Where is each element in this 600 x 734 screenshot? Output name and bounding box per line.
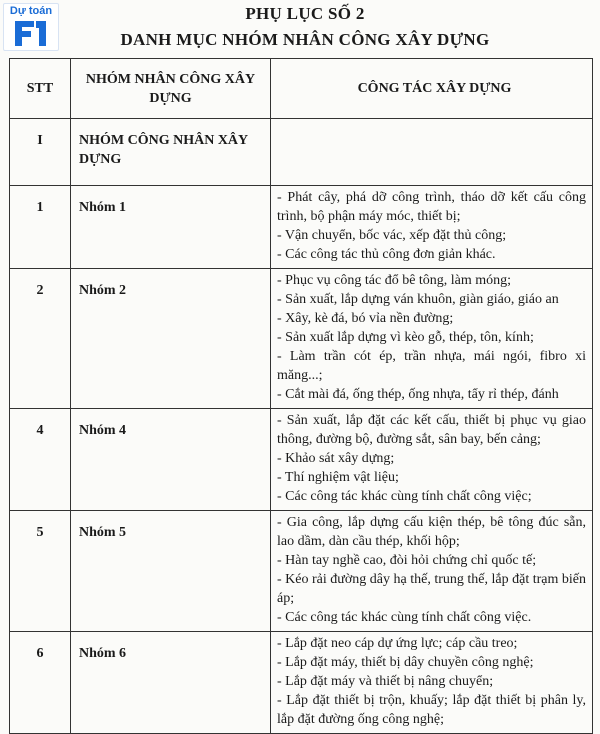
table-row [10,186,593,269]
work-item: - Xây, kè đá, bó vỉa nền đường; [277,311,454,326]
table-row [10,632,593,734]
work-item: - Vận chuyển, bốc vác, xếp đặt thủ công; [277,228,507,243]
logo-text: Dự toán [9,5,53,17]
row-stt: I [10,119,71,186]
work-item: - Thí nghiệm vật liệu; [277,470,399,485]
work-item: - Các công tác thủ công đơn giản khác. [277,247,496,262]
work-item: - Các công tác khác cùng tính chất công việc; [277,489,532,504]
work-item: - Sản xuất, lắp đặt các kết cấu, thiết bị phục vụ giao thông, đường bộ, đường sắt, sân bay, bến cảng; [277,413,586,447]
header-group: NHÓM NHÂN CÔNG XÂY DỰNG [71,59,271,119]
row-group: Nhóm 2 [71,269,271,409]
row-stt: 1 [10,186,71,269]
table-row [10,119,593,186]
table-header-row [10,59,593,119]
header-stt: STT [10,59,71,119]
row-group: Nhóm 6 [71,632,271,734]
table-row [10,511,593,632]
row-group: Nhóm 1 [71,186,271,269]
work-item: - Lắp đặt neo cáp dự ứng lực; cáp cầu treo; [277,636,518,651]
work-item: - Gia công, lắp dựng cấu kiện thép, bê tông đúc sẵn, lao dầm, dàn cầu thép, khối hộp; [277,515,586,549]
work-item: - Phục vụ công tác đổ bê tông, làm móng; [277,273,512,288]
row-work [271,409,593,511]
document-header [0,4,600,50]
row-stt: 5 [10,511,71,632]
row-work [271,186,593,269]
work-item: - Cắt mài đá, ống thép, ống nhựa, tẩy rỉ thép, đánh [277,387,559,402]
work-item: - Lắp đặt máy, thiết bị dây chuyền công nghệ; [277,655,534,670]
row-work [271,269,593,409]
work-item: - Lắp đặt máy và thiết bị nâng chuyển; [277,674,494,689]
appendix-title: PHỤ LỤC SỐ 2 [245,4,365,23]
header-work: CÔNG TÁC XÂY DỰNG [271,59,593,119]
work-item: - Hàn tay nghề cao, đòi hỏi chứng chỉ quốc tế; [277,553,537,568]
work-item: - Sản xuất lắp dựng vì kèo gỗ, thép, tôn, kính; [277,330,534,345]
work-item: - Phát cây, phá dỡ công trình, tháo dỡ kết cấu công trình, bộ phận máy móc, thiết bị; [277,190,586,224]
work-item: - Kéo rải đường dây hạ thế, trung thế, lắp đặt trạm biến áp; [277,572,586,606]
work-item: - Làm trần cót ép, trần nhựa, mái ngói, fibro xi măng...; [277,349,586,383]
row-work [271,632,593,734]
row-group: Nhóm 4 [71,409,271,511]
labor-group-table [9,58,593,734]
row-stt: 2 [10,269,71,409]
row-stt: 4 [10,409,71,511]
work-item: - Lắp đặt thiết bị trộn, khuấy; lắp đặt thiết bị phân ly, lắp đặt đường ống công nghệ; [277,693,586,727]
work-item: - Sản xuất, lắp dựng ván khuôn, giàn giáo, giáo an [277,292,559,307]
table-row [10,269,593,409]
work-item: - Các công tác khác cùng tính chất công việc. [277,610,532,625]
row-stt: 6 [10,632,71,734]
table-row [10,409,593,511]
row-work [271,511,593,632]
row-group: NHÓM CÔNG NHÂN XÂY DỰNG [71,119,271,186]
appendix-subtitle: DANH MỤC NHÓM NHÂN CÔNG XÂY DỰNG [120,30,490,49]
row-group: Nhóm 5 [71,511,271,632]
row-work [271,119,593,186]
work-item: - Khảo sát xây dựng; [277,451,395,466]
